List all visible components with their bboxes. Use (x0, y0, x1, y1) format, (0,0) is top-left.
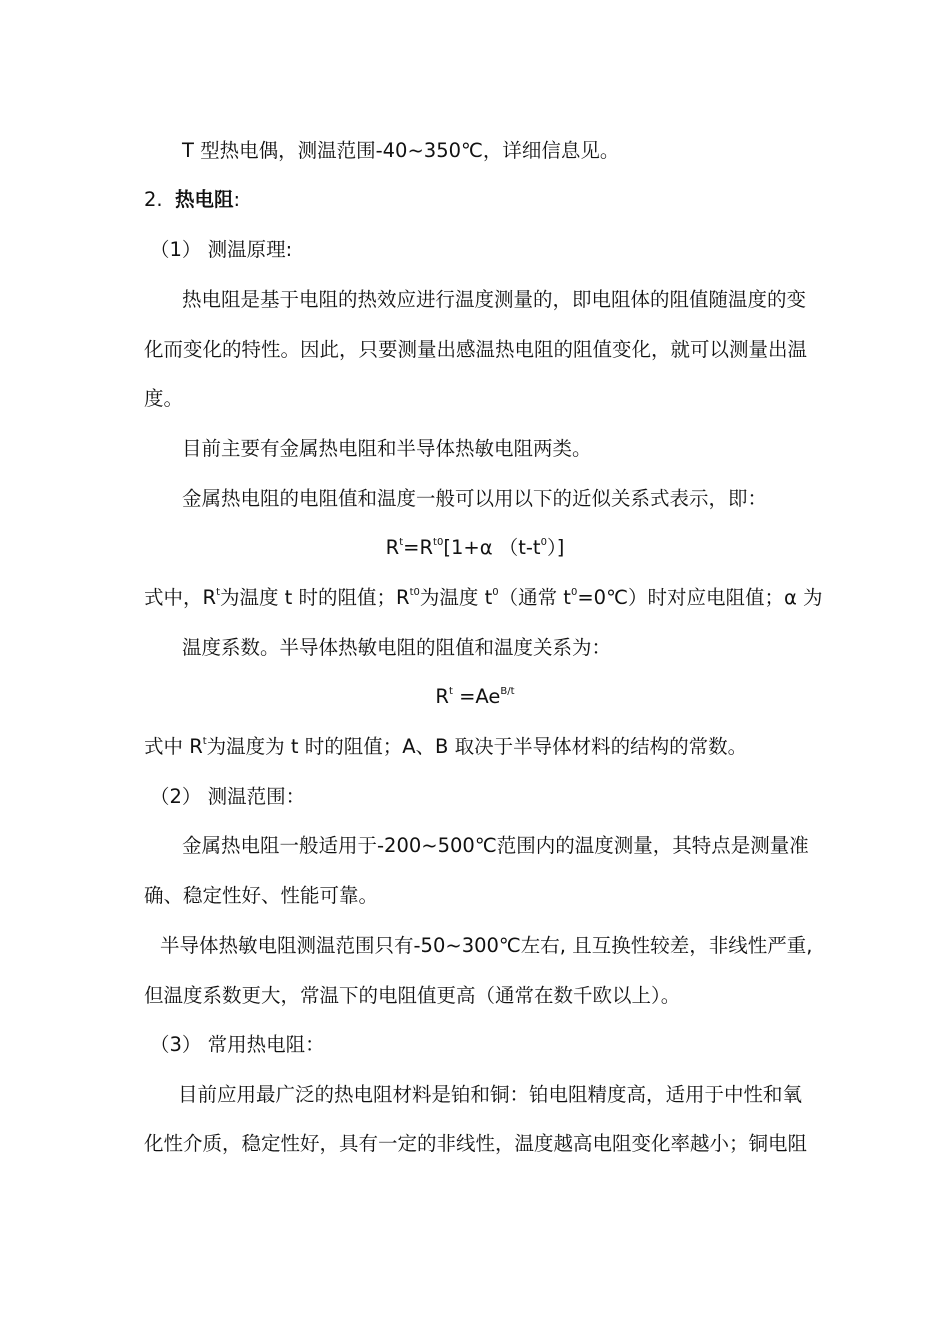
paragraph-range-metal-line1: 金属热电阻一般适用于-200~500℃范围内的温度测量，其特点是测量准 (182, 834, 809, 857)
paragraph-formula-where-1: 式中，$R^t$为温度 t 时的阻值；$R^{t0}$为温度 $t^0$（通常 $t^0=0℃$）时对应电阻值；α 为 (144, 586, 823, 609)
paragraph-common-line1: 目前应用最广泛的热电阻材料是铂和铜：铂电阻精度高，适用于中性和氧 (178, 1083, 803, 1106)
paragraph-range-semi-line1: 半导体热敏电阻测温范围只有-50~300℃左右, 且互换性较差，非线性严重, (160, 934, 813, 957)
paragraph-text: T 型热电偶，测温范围-40~350℃，详细信息见。 (182, 139, 620, 162)
section-heading-rtd (144, 187, 240, 213)
paragraph-metal-formula-intro: 金属热电阻的电阻值和温度一般可以用以下的近似关系式表示，即： (182, 487, 768, 510)
paragraph-types: 目前主要有金属热电阻和半导体热敏电阻两类。 (182, 437, 592, 460)
paragraph-range-semi-line2: 但温度系数更大，常温下的电阻值更高（通常在数千欧以上）。 (144, 984, 681, 1007)
section-title: 热电阻 (175, 188, 234, 211)
paragraph-common-line2: 化性介质，稳定性好，具有一定的非线性，温度越高电阻变化率越小；铜电阻 (144, 1132, 808, 1155)
section-colon: : (233, 188, 241, 211)
paragraph-principle-line2: 化而变化的特性。因此，只要测量出感温热电阻的阻值变化，就可以测量出温 (144, 338, 808, 361)
section-number: 2. (144, 188, 163, 211)
paragraph-semiconductor-intro: 温度系数。半导体热敏电阻的阻值和温度关系为： (182, 636, 612, 659)
formula-thermistor: $R^t =Ae^{B/t}$ (435, 685, 515, 708)
paragraph-t-type-thermocouple (182, 138, 619, 164)
formula-metal-rtd: $R^t=R^{t0}[1+\alpha$ $(t-t^0)$] (385, 536, 565, 559)
paragraph-formula-where-2: 式中 $R^t$为温度为 t 时的阻值；A、B 取决于半导体材料的结构的常数。 (144, 735, 748, 758)
paragraph-range-metal-line2: 确、稳定性好、性能可靠。 (144, 884, 379, 907)
subheading-principle: （1） 测温原理: (150, 238, 293, 261)
subheading-range: （2） 测温范围： (150, 785, 306, 808)
paragraph-principle-line3: 度。 (144, 387, 184, 410)
paragraph-principle-line1: 热电阻是基于电阻的热效应进行温度测量的，即电阻体的阻值随温度的变 (182, 288, 807, 311)
subheading-common-rtd: （3） 常用热电阻： (150, 1033, 325, 1056)
